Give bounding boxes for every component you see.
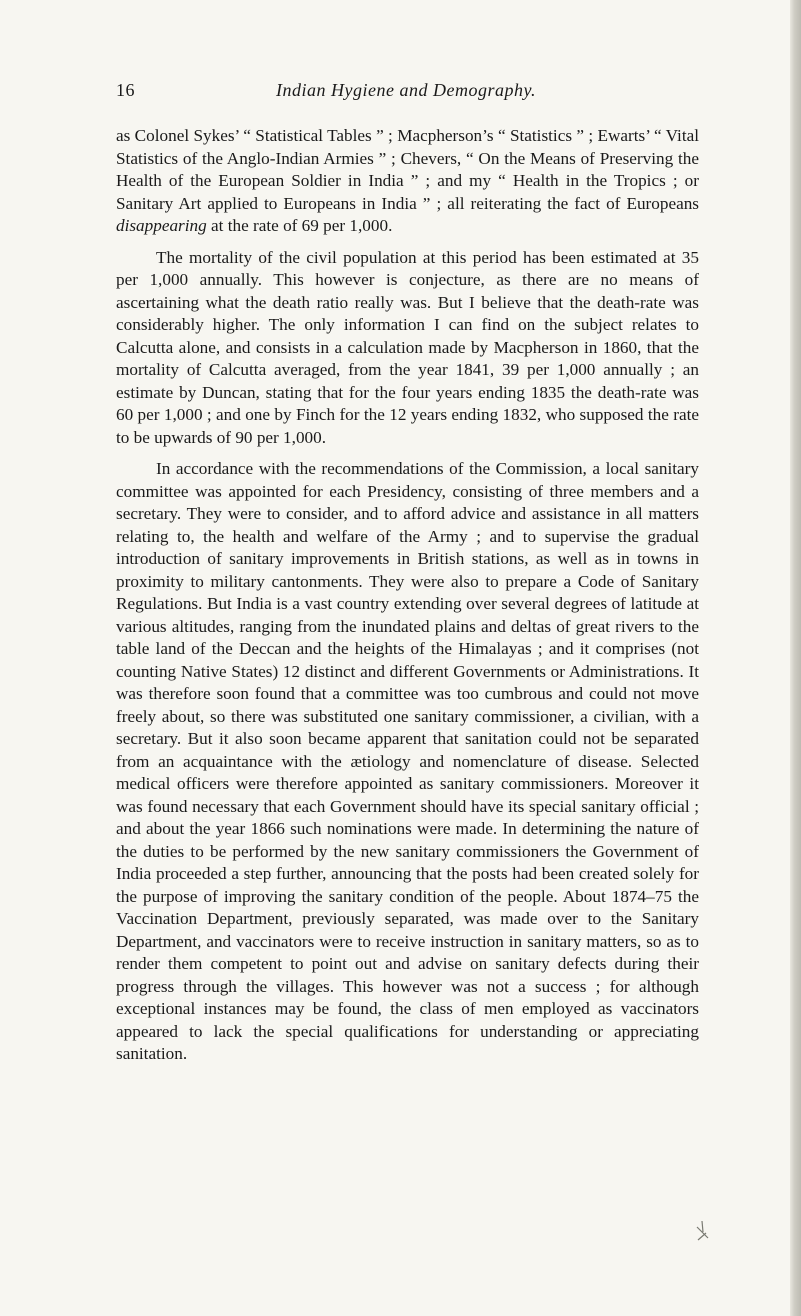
paragraph-1-text-end: at the rate of 69 per 1,000.	[211, 216, 393, 235]
paragraph-continued	[116, 125, 699, 238]
emphasis-disappearing: disappearing	[116, 216, 207, 235]
page-edge	[790, 0, 801, 1316]
pencil-mark-icon	[693, 1220, 711, 1244]
body-text	[116, 125, 699, 1066]
paragraph-civil-mortality: The mortality of the civil population at this period has been estimated at 35 per 1,000 annually. This however is conjecture, as there are no means of ascertaining what the death ratio really was. But I believe that the death-rate was considerably higher. The only information I can find on the subject relates to Calcutta alone, and consists in a calculation made by Macpherson in 1860, that the mortality of Calcutta averaged, from the year 1841, 39 per 1,000 annually ; an estimate by Duncan, stating that for the four years ending 1835 the death-rate was 60 per 1,000 ; and one by Finch for the 12 years ending 1832, who supposed the rate to be upwards of 90 per 1,000.	[116, 247, 699, 447]
page-number: 16	[116, 80, 135, 100]
paragraph-sanitary-committee: In accordance with the recommendations of the Commission, a local sanitary committee was appointed for each Presidency, consisting of three members and a secretary. They were to consider, and to afford advice and assistance in all matters relating to, the health and welfare of the Army ; and to supervise the gradual introduction of sanitary improvements in British stations, as well as in towns in proximity to military cantonments. They were also to prepare a Code of Sanitary Regulations. But India is a vast country extending over several degrees of latitude at various altitudes, ranging from the inundated plains and deltas of great rivers to the table land of the Deccan and the heights of the Himalayas ; and it comprises (not counting Native States) 12 distinct and different Governments or Administrations. It was therefore soon found that a committee was too cumbrous and could not move freely about, so there was substituted one sanitary commissioner, a civilian, with a secretary. But it also soon became apparent that sanitation could not be separated from an acquaintance with the ætiology and nomenclature of disease. Selected medical officers were therefore appointed as sanitary commissioners. Moreover it was found necessary that each Government should have its special sanitary official ; and about the year 1866 such nominations were made. In determining the nature of the duties to be performed by the new sanitary commissioners the Government of India proceeded a step further, announcing that the posts had been created solely for the purpose of improving the sanitary condition of the people. About 1874–75 the Vaccination Department, previously separated, was made over to the Sanitary Department, and vaccinators were to receive instruction in sanitary matters, so as to render them competent to point out and advise on sanitary defects during their progress through the villages. This however was not a success ; for although exceptional instances may be found, the class of men employed as vaccinators appeared to lack the special qualifications for understanding or appreciating sanitation.	[116, 459, 699, 1063]
running-title: Indian Hygiene and Demography.	[276, 80, 536, 100]
paragraph-1-text: as Colonel Sykes’ “ Statistical Tables ” ; Macpherson’s “ Statistics ” ; Ewarts’ “ Vital Statistics of the Anglo-Indian Armies ” ; Chevers, “ On the Means of Preserving the Health of the European Soldier in India ” ; and my “ Health in the Tropics ; or Sanitary Art applied to Europeans in India ” ; all reiterating the fact of Europeans	[116, 126, 699, 213]
running-head	[116, 80, 696, 106]
